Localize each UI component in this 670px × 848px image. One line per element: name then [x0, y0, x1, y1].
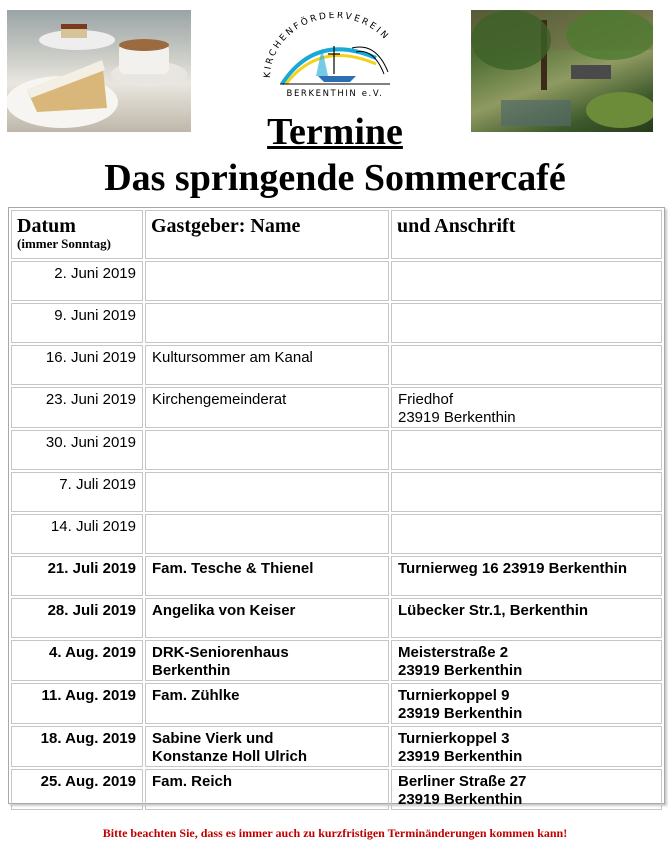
table-header-row — [11, 210, 662, 259]
kirchenfoerderverein-logo — [256, 12, 414, 100]
address-cell: Lübecker Str.1, Berkenthin — [391, 598, 662, 638]
address-cell — [391, 430, 662, 470]
header-date-label: Datum — [17, 215, 76, 237]
date-cell: 11. Aug. 2019 — [11, 683, 143, 724]
header-date-note: (immer Sonntag) — [17, 236, 112, 251]
header-host: Gastgeber: Name — [145, 210, 389, 259]
address-cell: Turnierweg 16 23919 Berkenthin — [391, 556, 662, 596]
table-row — [11, 640, 662, 681]
date-cell: 28. Juli 2019 — [11, 598, 143, 638]
logo-bottom-text: BERKENTHIN e.V. — [286, 89, 384, 99]
host-cell — [145, 261, 389, 301]
table-row — [11, 303, 662, 343]
table-row — [11, 683, 662, 724]
date-cell: 9. Juni 2019 — [11, 303, 143, 343]
address-cell: Berliner Straße 27 23919 Berkenthin — [391, 769, 662, 810]
host-cell — [145, 303, 389, 343]
host-cell — [145, 472, 389, 512]
table-row — [11, 514, 662, 554]
address-cell: Turnierkoppel 3 23919 Berkenthin — [391, 726, 662, 767]
host-cell: Kirchengemeinderat — [145, 387, 389, 428]
date-cell: 30. Juni 2019 — [11, 430, 143, 470]
header-date — [11, 210, 143, 259]
host-cell: Fam. Zühlke — [145, 683, 389, 724]
date-cell: 16. Juni 2019 — [11, 345, 143, 385]
address-cell — [391, 261, 662, 301]
host-cell — [145, 514, 389, 554]
table-row — [11, 261, 662, 301]
svg-text:KIRCHENFÖRDERVEREIN — [263, 12, 391, 78]
table-row — [11, 387, 662, 428]
address-cell — [391, 345, 662, 385]
host-cell: Fam. Tesche & Thienel — [145, 556, 389, 596]
host-cell: Kultursommer am Kanal — [145, 345, 389, 385]
date-cell: 7. Juli 2019 — [11, 472, 143, 512]
address-cell: Meisterstraße 2 23919 Berkenthin — [391, 640, 662, 681]
host-cell: DRK-Seniorenhaus Berkenthin — [145, 640, 389, 681]
table-row — [11, 769, 662, 810]
host-cell: Fam. Reich — [145, 769, 389, 810]
host-cell: Sabine Vierk und Konstanze Holl Ulrich — [145, 726, 389, 767]
date-cell: 4. Aug. 2019 — [11, 640, 143, 681]
address-cell: Turnierkoppel 9 23919 Berkenthin — [391, 683, 662, 724]
page-subtitle: Das springende Sommercafé — [104, 157, 566, 199]
address-cell — [391, 303, 662, 343]
table-row — [11, 726, 662, 767]
table-row — [11, 598, 662, 638]
date-cell: 23. Juni 2019 — [11, 387, 143, 428]
address-cell — [391, 514, 662, 554]
date-cell: 18. Aug. 2019 — [11, 726, 143, 767]
table-row — [11, 345, 662, 385]
date-cell: 25. Aug. 2019 — [11, 769, 143, 810]
schedule-table — [8, 207, 665, 808]
date-cell: 14. Juli 2019 — [11, 514, 143, 554]
table-row — [11, 556, 662, 596]
host-cell: Angelika von Keiser — [145, 598, 389, 638]
logo-arc-text: KIRCHENFÖRDERVEREIN — [262, 12, 392, 79]
table-row — [11, 472, 662, 512]
address-cell — [391, 472, 662, 512]
host-cell — [145, 430, 389, 470]
change-notice: Bitte beachten Sie, dass es immer auch zu kurzfristigen Terminänderungen kommen kann! — [102, 826, 568, 840]
table-row — [11, 430, 662, 470]
date-cell: 2. Juni 2019 — [11, 261, 143, 301]
page-title: Termine — [267, 111, 403, 153]
date-cell: 21. Juli 2019 — [11, 556, 143, 596]
address-cell: Friedhof 23919 Berkenthin — [391, 387, 662, 428]
header-address: und Anschrift — [391, 210, 662, 259]
